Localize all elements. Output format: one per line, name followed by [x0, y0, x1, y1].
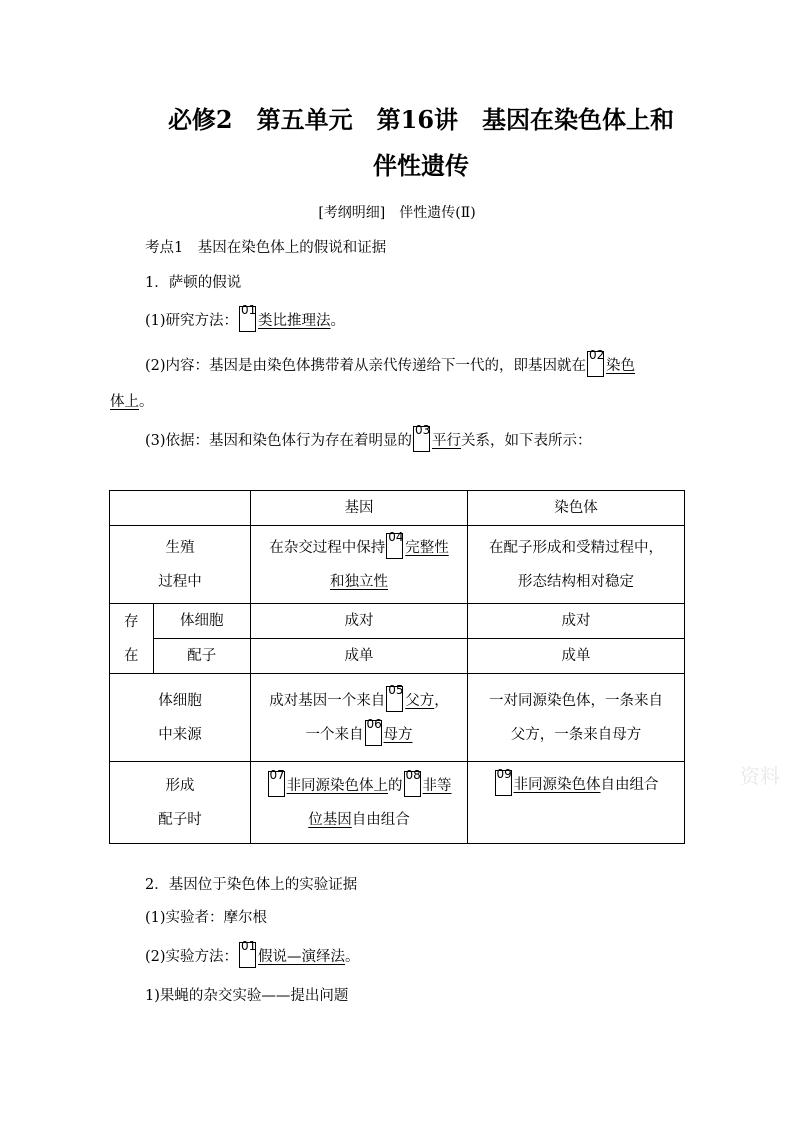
comparison-table — [109, 490, 685, 844]
page-title: 必修2 第五单元 第16讲 基因在染色体上和 — [167, 105, 675, 134]
answer-box — [495, 767, 512, 796]
answer-box — [404, 767, 421, 797]
punctuation: ， — [434, 692, 449, 709]
row-sublabel: 体细胞 — [153, 604, 250, 639]
answer-text: 假说—演绎法 — [258, 949, 346, 965]
row-label-line: 形成 — [165, 777, 195, 794]
table-row — [110, 762, 685, 844]
header-gene: 基因 — [251, 491, 468, 526]
answer-text: 非同源染色体上 — [286, 777, 388, 794]
basis-label: (3)依据：基因和染色体行为存在着明显的 — [145, 433, 413, 449]
cell-text: 自由组合 — [351, 811, 410, 828]
answer-number: 07 — [269, 767, 285, 782]
row-label — [110, 674, 251, 762]
row-label-line: 过程中 — [158, 573, 202, 590]
cell-line: 父方，一条来自母方 — [510, 726, 642, 743]
answer-number: 02 — [589, 348, 605, 362]
answer-text: 非同源染色体 — [513, 777, 601, 793]
table-row — [110, 639, 685, 674]
cell-line — [255, 718, 463, 752]
answer-text: 和独立性 — [330, 573, 388, 590]
answer-box — [587, 348, 605, 377]
table-row — [110, 604, 685, 639]
table-cell — [251, 762, 468, 844]
answer-number: 01 — [241, 939, 257, 953]
table-row — [110, 526, 685, 604]
item-heading: 2．基因位于染色体上的实验证据 — [145, 877, 358, 893]
table-row — [110, 491, 685, 526]
cell-line — [255, 531, 463, 565]
table-cell — [110, 491, 251, 526]
cell-line: 形态结构相对稳定 — [518, 573, 634, 590]
answer-text: 非等 — [422, 777, 452, 794]
method-label: (1)研究方法： — [145, 313, 239, 329]
answer-text: 体上 — [110, 394, 139, 410]
table-cell — [468, 674, 685, 762]
method-line — [145, 939, 360, 968]
cell-line — [472, 768, 680, 802]
watermark: 资料 — [740, 764, 780, 788]
answer-text: 平行 — [432, 433, 462, 449]
cell-text: 成对基因一个来自 — [269, 692, 386, 709]
answer-number: 01 — [241, 303, 257, 317]
basis-line — [145, 423, 592, 452]
content-line-cont — [110, 390, 154, 411]
cell-line — [255, 565, 463, 599]
row-label-line: 体细胞 — [158, 692, 202, 709]
answer-text: 位基因 — [308, 811, 352, 828]
row-label-line: 配子时 — [158, 811, 202, 828]
method-label: (2)实验方法： — [145, 949, 239, 965]
cell-text: 在杂交过程中保持 — [269, 539, 386, 556]
row-label-line: 中来源 — [158, 726, 202, 743]
content-label: (2)内容：基因是由染色体携带着从亲代传递给下一代的，即基因就在 — [145, 358, 587, 374]
row-label-line: 生殖 — [165, 539, 195, 556]
content-line — [145, 348, 636, 377]
table-cell — [251, 526, 468, 604]
answer-box — [239, 939, 257, 968]
answer-text: 完整性 — [405, 539, 449, 556]
cell-line — [255, 803, 463, 837]
table-cell: 成单 — [251, 639, 468, 674]
answer-number: 05 — [388, 682, 404, 697]
punctuation: 。 — [330, 313, 346, 329]
row-group-char: 在 — [124, 647, 139, 664]
sub-heading: 1)果蝇的杂交实验——提出问题 — [145, 988, 349, 1004]
table-cell — [468, 526, 685, 604]
answer-box — [386, 529, 404, 559]
method-line — [145, 303, 346, 332]
cell-text: 一个来自 — [305, 726, 364, 743]
page-title-line2: 伴性遗传 — [373, 151, 469, 180]
answer-box — [365, 716, 382, 746]
answer-box — [413, 423, 431, 452]
cell-line — [255, 684, 463, 718]
table-cell: 成单 — [468, 639, 685, 674]
table-cell: 成对 — [468, 604, 685, 639]
table-cell: 成对 — [251, 604, 468, 639]
basis-end: 关系，如下表所示： — [461, 433, 592, 449]
answer-box — [268, 767, 285, 797]
table-cell — [468, 762, 685, 844]
cell-line: 一对同源染色体，一条来自 — [489, 692, 663, 709]
section-heading: 考点1 基因在染色体上的假说和证据 — [145, 240, 387, 256]
experimenter-line: (1)实验者：摩尔根 — [145, 910, 268, 926]
cell-text: 自由组合 — [600, 777, 659, 793]
answer-box — [386, 682, 404, 712]
table-row — [110, 674, 685, 762]
header-chromosome: 染色体 — [468, 491, 685, 526]
cell-line — [255, 769, 463, 803]
answer-number: 08 — [405, 767, 421, 782]
answer-text: 母方 — [383, 726, 413, 743]
cell-text: 的 — [388, 777, 403, 794]
row-group-char: 存 — [124, 613, 139, 630]
answer-number: 09 — [496, 767, 512, 781]
answer-number: 03 — [415, 423, 431, 437]
punctuation: 。 — [345, 949, 360, 965]
answer-box — [239, 303, 257, 332]
row-label — [110, 526, 251, 604]
answer-text: 类比推理法 — [258, 313, 331, 329]
syllabus-outline: [考纲明细] 伴性遗传(Ⅱ) — [318, 205, 476, 221]
cell-line: 在配子形成和受精过程中， — [489, 539, 663, 556]
answer-number: 06 — [366, 716, 382, 731]
row-sublabel: 配子 — [153, 639, 250, 674]
punctuation: 。 — [139, 394, 154, 410]
answer-text: 父方 — [405, 692, 435, 709]
table-cell — [251, 674, 468, 762]
item-heading: 1．萨顿的假说 — [145, 275, 242, 291]
answer-number: 04 — [388, 529, 404, 544]
row-label — [110, 762, 251, 844]
row-group-label — [110, 604, 154, 674]
answer-text: 染色 — [606, 358, 636, 374]
